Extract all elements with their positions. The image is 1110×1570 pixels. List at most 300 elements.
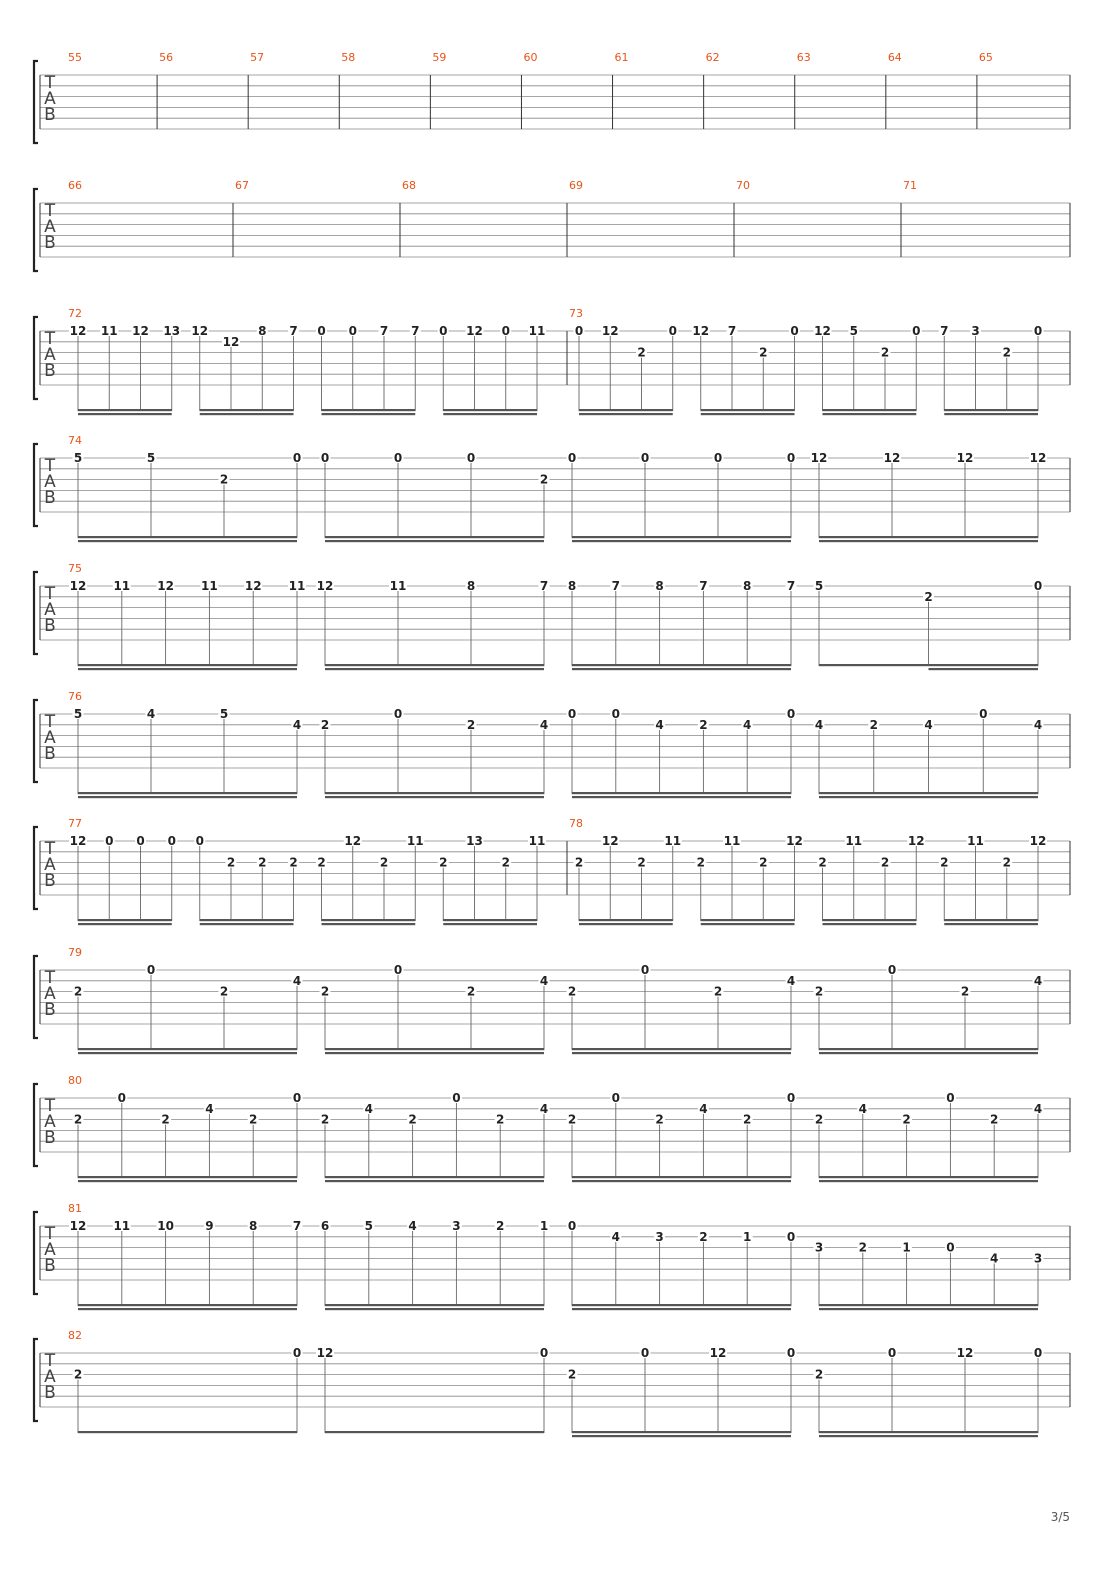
- fret-number: 0: [292, 1091, 302, 1105]
- fret-number: 7: [539, 579, 549, 593]
- fret-number: 12: [601, 324, 619, 338]
- measure-number: 58: [341, 51, 356, 64]
- beam-primary: [944, 409, 1038, 411]
- fret-number: 0: [292, 451, 302, 465]
- tab-clef-letter: A: [44, 1367, 56, 1387]
- measure-number: 75: [68, 562, 82, 575]
- beam-secondary: [929, 668, 1039, 670]
- measure-number: 74: [68, 434, 82, 447]
- tab-clef-letter: A: [44, 1112, 56, 1132]
- beam-secondary: [819, 1180, 1038, 1182]
- fret-number: 12: [1029, 451, 1047, 465]
- fret-number: 4: [1033, 1101, 1043, 1116]
- beam-primary: [819, 536, 1038, 538]
- fret-number: 6: [320, 1219, 330, 1233]
- fret-number: 11: [723, 834, 741, 848]
- fret-number: 4: [1033, 717, 1043, 732]
- measure-number: 62: [705, 51, 720, 64]
- tab-clef-letter: T: [44, 584, 56, 604]
- fret-number: 4: [1033, 973, 1043, 988]
- tab-clef-letter: A: [44, 89, 56, 109]
- fret-number: 2: [858, 1240, 867, 1255]
- fret-number: 2: [73, 984, 83, 999]
- tab-clef-letter: T: [44, 329, 56, 349]
- fret-number: 2: [258, 855, 267, 870]
- fret-number: 3: [814, 1240, 824, 1255]
- tab-clef-letter: B: [44, 233, 56, 253]
- fret-number: 2: [320, 717, 330, 732]
- fret-number: 8: [743, 579, 752, 593]
- beam-secondary: [325, 1052, 544, 1054]
- beam-secondary: [325, 540, 544, 542]
- system-bracket: [34, 956, 38, 1038]
- fret-number: 3: [655, 1229, 664, 1244]
- fret-number: 12: [956, 451, 974, 465]
- fret-number: 2: [439, 855, 448, 870]
- tab-system: [34, 434, 1070, 542]
- fret-number: 7: [292, 1219, 302, 1233]
- fret-number: 5: [814, 579, 824, 593]
- fret-number: 12: [786, 834, 803, 848]
- fret-number: 0: [1033, 579, 1043, 593]
- fret-number: 2: [814, 1112, 824, 1127]
- beam-primary: [823, 409, 917, 411]
- measure-number: 69: [569, 179, 583, 192]
- fret-number: 8: [567, 579, 577, 593]
- fret-number: 0: [668, 324, 677, 338]
- fret-number: 2: [539, 472, 549, 487]
- system-bracket: [34, 1084, 38, 1166]
- measure-number: 77: [68, 817, 82, 830]
- beam-secondary: [78, 923, 172, 925]
- tab-clef-letter: B: [44, 1128, 56, 1148]
- beam-secondary: [443, 413, 537, 415]
- system-bracket: [34, 700, 38, 782]
- fret-number: 4: [539, 1101, 549, 1116]
- fret-number: 12: [244, 579, 262, 593]
- fret-number: 0: [1033, 1346, 1043, 1360]
- fret-number: 5: [219, 707, 229, 721]
- system-bracket: [34, 317, 38, 399]
- tab-clef-letter: A: [44, 217, 56, 237]
- tab-system: [34, 179, 1070, 271]
- fret-number: 12: [222, 334, 240, 349]
- fret-number: 12: [69, 1219, 87, 1233]
- fret-number: 7: [289, 324, 298, 338]
- fret-number: 9: [205, 1219, 214, 1233]
- fret-number: 2: [960, 984, 970, 999]
- beam-secondary: [78, 668, 297, 670]
- fret-number: 0: [117, 1091, 126, 1105]
- fret-number: 0: [393, 707, 403, 721]
- beam-secondary: [78, 540, 297, 542]
- fret-number: 0: [439, 324, 448, 338]
- fret-number: 0: [979, 707, 988, 721]
- beam-primary: [572, 1304, 791, 1306]
- beam-primary: [572, 536, 791, 538]
- measure-number: 65: [978, 51, 993, 64]
- tab-system: [34, 1329, 1070, 1437]
- fret-number: 2: [226, 855, 236, 870]
- beam-secondary: [200, 413, 294, 415]
- tab-system: [34, 1074, 1070, 1182]
- fret-number: 0: [786, 1229, 796, 1244]
- tab-clef-letter: T: [44, 712, 56, 732]
- fret-number: 2: [219, 984, 229, 999]
- fret-number: 2: [1002, 855, 1011, 870]
- fret-number: 0: [640, 1346, 650, 1360]
- measure-number: 78: [569, 817, 583, 830]
- beam-primary: [443, 919, 537, 921]
- fret-number: 13: [466, 834, 483, 848]
- fret-number: 2: [1002, 345, 1011, 360]
- tab-system: [34, 946, 1070, 1054]
- beam-primary: [443, 409, 537, 411]
- beam-secondary: [701, 413, 795, 415]
- beam-primary: [325, 664, 544, 666]
- tab-clef-letter: A: [44, 855, 56, 875]
- fret-number: 13: [163, 324, 181, 338]
- beam-primary: [78, 919, 172, 921]
- fret-number: 0: [786, 1091, 796, 1105]
- beam-secondary: [819, 1052, 1038, 1054]
- measure-number: 67: [235, 179, 249, 192]
- fret-number: 7: [940, 324, 949, 338]
- fret-number: 0: [348, 324, 357, 338]
- beam-secondary: [78, 1052, 297, 1054]
- fret-number: 12: [601, 834, 619, 848]
- fret-number: 0: [790, 324, 799, 338]
- fret-number: 2: [73, 1112, 83, 1127]
- fret-number: 2: [161, 1112, 170, 1127]
- beam-secondary: [325, 668, 544, 670]
- system-bracket: [34, 572, 38, 654]
- fret-number: 0: [501, 324, 510, 338]
- measure-number: 60: [523, 51, 538, 64]
- fret-number: 0: [786, 1346, 796, 1360]
- fret-number: 4: [699, 1101, 708, 1116]
- beam-primary: [572, 1048, 791, 1050]
- beam-secondary: [572, 1052, 791, 1054]
- fret-number: 2: [743, 1112, 752, 1127]
- beam-primary: [78, 1048, 297, 1050]
- fret-number: 0: [146, 963, 156, 977]
- fret-number: 12: [69, 834, 87, 848]
- tab-clef-letter: T: [44, 73, 56, 93]
- fret-number: 0: [946, 1240, 955, 1255]
- fret-number: 8: [655, 579, 664, 593]
- fret-number: 2: [759, 345, 768, 360]
- beam-secondary: [944, 923, 1038, 925]
- beam-secondary: [572, 1435, 791, 1437]
- measure-number: 80: [68, 1074, 82, 1087]
- beam-secondary: [701, 923, 795, 925]
- beam-secondary: [325, 1180, 544, 1182]
- beam-secondary: [823, 413, 917, 415]
- fret-number: 11: [967, 834, 984, 848]
- beam-primary: [78, 1304, 297, 1306]
- tab-system: [34, 1202, 1070, 1310]
- fret-number: 5: [849, 324, 858, 338]
- fret-number: 12: [69, 579, 87, 593]
- beam-primary: [78, 1431, 297, 1433]
- fret-number: 4: [858, 1101, 867, 1116]
- fret-number: 2: [655, 1112, 664, 1127]
- fret-number: 2: [924, 589, 933, 604]
- beam-primary: [78, 1176, 297, 1178]
- beam-primary: [572, 664, 791, 666]
- tab-clef-letter: A: [44, 600, 56, 620]
- tab-system: [34, 51, 1070, 143]
- fret-number: 12: [316, 1346, 334, 1360]
- fret-number: 2: [219, 472, 229, 487]
- beam-primary: [325, 536, 544, 538]
- fret-number: 12: [883, 451, 901, 465]
- fret-number: 2: [574, 855, 584, 870]
- fret-number: 0: [466, 451, 476, 465]
- tab-system: [34, 562, 1070, 670]
- fret-number: 2: [320, 1112, 330, 1127]
- tab-clef-letter: T: [44, 839, 56, 859]
- tab-system: [34, 690, 1070, 798]
- fret-number: 2: [289, 855, 298, 870]
- measure-number: 64: [887, 51, 902, 64]
- fret-number: 2: [869, 717, 878, 732]
- fret-number: 2: [379, 855, 389, 870]
- fret-number: 12: [956, 1346, 974, 1360]
- beam-primary: [325, 1431, 544, 1433]
- tab-clef-letter: B: [44, 1256, 56, 1276]
- fret-number: 4: [146, 707, 156, 721]
- beam-primary: [322, 919, 416, 921]
- beam-primary: [200, 409, 294, 411]
- fret-number: 5: [73, 451, 83, 465]
- fret-number: 0: [195, 834, 204, 848]
- page-number: 3/5: [1050, 1510, 1070, 1524]
- measure-number: 82: [68, 1329, 82, 1342]
- measure-number: 61: [614, 51, 629, 64]
- beam-primary: [572, 1176, 791, 1178]
- system-bracket: [34, 61, 38, 143]
- tab-clef-letter: B: [44, 616, 56, 636]
- fret-number: 12: [132, 324, 149, 338]
- measure-number: 56: [159, 51, 174, 64]
- fret-number: 0: [1033, 324, 1043, 338]
- system-bracket: [34, 1339, 38, 1421]
- fret-number: 1: [743, 1229, 752, 1244]
- fret-number: 4: [655, 717, 664, 732]
- fret-number: 10: [157, 1219, 174, 1233]
- beam-primary: [325, 1304, 544, 1306]
- beam-primary: [819, 1176, 1038, 1178]
- fret-number: 0: [887, 1346, 897, 1360]
- fret-number: 2: [567, 1367, 577, 1382]
- fret-number: 3: [971, 324, 980, 338]
- fret-number: 5: [73, 707, 83, 721]
- measure-number: 70: [736, 179, 750, 192]
- measure-number: 72: [68, 307, 82, 320]
- fret-number: 0: [539, 1346, 549, 1360]
- fret-number: 4: [990, 1251, 999, 1266]
- beam-primary: [819, 1304, 1038, 1306]
- tab-clef-letter: A: [44, 472, 56, 492]
- fret-number: 0: [567, 451, 577, 465]
- beam-primary: [579, 409, 673, 411]
- beam-secondary: [579, 413, 673, 415]
- fret-number: 4: [611, 1229, 620, 1244]
- beam-secondary: [572, 668, 791, 670]
- tab-clef-letter: T: [44, 1351, 56, 1371]
- fret-number: 0: [887, 963, 897, 977]
- fret-number: 0: [167, 834, 176, 848]
- beam-secondary: [78, 796, 297, 798]
- fret-number: 2: [880, 345, 890, 360]
- fret-number: 2: [814, 1367, 824, 1382]
- tab-clef-letter: A: [44, 345, 56, 365]
- fret-number: 2: [713, 984, 723, 999]
- beam-secondary: [823, 923, 917, 925]
- fret-number: 0: [320, 451, 330, 465]
- fret-number: 2: [902, 1112, 911, 1127]
- fret-number: 12: [907, 834, 925, 848]
- tab-clef-letter: B: [44, 1383, 56, 1403]
- tab-clef-letter: T: [44, 456, 56, 476]
- measure-number: 66: [68, 179, 82, 192]
- fret-number: 4: [364, 1101, 373, 1116]
- beam-secondary: [78, 1180, 297, 1182]
- fret-number: 2: [637, 855, 646, 870]
- measure-number: 79: [68, 946, 82, 959]
- fret-number: 8: [466, 579, 476, 593]
- beam-primary: [944, 919, 1038, 921]
- fret-number: 2: [940, 855, 949, 870]
- fret-number: 0: [640, 963, 650, 977]
- beam-secondary: [819, 1308, 1038, 1310]
- fret-number: 2: [496, 1219, 505, 1233]
- fret-number: 0: [567, 707, 577, 721]
- beam-primary: [325, 1176, 544, 1178]
- fret-number: 2: [320, 984, 330, 999]
- beam-primary: [78, 409, 172, 411]
- fret-number: 0: [946, 1091, 955, 1105]
- fret-number: 0: [567, 1219, 577, 1233]
- fret-number: 4: [924, 717, 933, 732]
- fret-number: 2: [699, 1229, 708, 1244]
- system-bracket: [34, 827, 38, 909]
- tab-clef-letter: B: [44, 1000, 56, 1020]
- fret-number: 12: [466, 324, 483, 338]
- beam-secondary: [322, 413, 416, 415]
- fret-number: 11: [528, 324, 546, 338]
- fret-number: 11: [113, 1219, 131, 1233]
- beam-secondary: [572, 796, 791, 798]
- fret-number: 3: [452, 1219, 461, 1233]
- measure-number: 73: [569, 307, 583, 320]
- fret-number: 0: [611, 1091, 620, 1105]
- beam-secondary: [325, 1308, 544, 1310]
- fret-number: 4: [205, 1101, 214, 1116]
- tab-clef-letter: T: [44, 968, 56, 988]
- tab-clef-letter: B: [44, 361, 56, 381]
- fret-number: 2: [73, 1367, 83, 1382]
- fret-number: 11: [845, 834, 863, 848]
- tab-clef-letter: A: [44, 1240, 56, 1260]
- fret-number: 11: [664, 834, 682, 848]
- fret-number: 12: [1029, 834, 1047, 848]
- fret-number: 12: [316, 579, 334, 593]
- beam-primary: [823, 919, 917, 921]
- fret-number: 2: [699, 717, 708, 732]
- fret-number: 4: [292, 717, 302, 732]
- measure-number: 57: [250, 51, 265, 64]
- fret-number: 0: [611, 707, 620, 721]
- fret-number: 0: [393, 451, 403, 465]
- system-bracket: [34, 189, 38, 271]
- beam-primary: [322, 409, 416, 411]
- fret-number: 0: [393, 963, 403, 977]
- system-bracket: [34, 1212, 38, 1294]
- fret-number: 4: [786, 973, 796, 988]
- fret-number: 7: [379, 324, 389, 338]
- fret-number: 11: [100, 324, 118, 338]
- tab-clef-letter: B: [44, 871, 56, 891]
- fret-number: 12: [692, 324, 710, 338]
- fret-number: 0: [317, 324, 326, 338]
- fret-number: 0: [786, 451, 796, 465]
- tab-clef-letter: B: [44, 105, 56, 125]
- tab-clef-letter: T: [44, 1096, 56, 1116]
- beam-secondary: [78, 1308, 297, 1310]
- fret-number: 7: [786, 579, 796, 593]
- beam-primary: [325, 1048, 544, 1050]
- fret-number: 2: [759, 855, 768, 870]
- beam-primary: [78, 664, 297, 666]
- fret-number: 3: [1033, 1251, 1043, 1266]
- tab-clef-letter: T: [44, 1224, 56, 1244]
- tab-clef-letter: A: [44, 728, 56, 748]
- beam-secondary: [944, 413, 1038, 415]
- fret-number: 12: [814, 324, 831, 338]
- beam-primary: [701, 409, 795, 411]
- tab-clef-letter: T: [44, 201, 56, 221]
- fret-number: 1: [539, 1219, 549, 1233]
- beam-secondary: [443, 923, 537, 925]
- fret-number: 12: [344, 834, 362, 848]
- fret-number: 11: [113, 579, 131, 593]
- beam-secondary: [325, 796, 544, 798]
- fret-number: 11: [528, 834, 546, 848]
- beam-primary: [78, 792, 297, 794]
- fret-number: 2: [466, 717, 476, 732]
- fret-number: 0: [713, 451, 723, 465]
- beam-primary: [819, 792, 1038, 794]
- fret-number: 2: [880, 855, 890, 870]
- fret-number: 12: [810, 451, 828, 465]
- tab-clef-letter: B: [44, 488, 56, 508]
- fret-number: 0: [786, 707, 796, 721]
- beam-primary: [579, 919, 673, 921]
- beam-primary: [572, 1431, 791, 1433]
- beam-primary: [572, 792, 791, 794]
- measure-number: 59: [432, 51, 447, 64]
- fret-number: 4: [408, 1219, 417, 1233]
- tab-clef-letter: A: [44, 984, 56, 1004]
- beam-primary: [819, 664, 1038, 666]
- tab-clef-letter: B: [44, 744, 56, 764]
- fret-number: 11: [201, 579, 218, 593]
- fret-number: 11: [288, 579, 306, 593]
- fret-number: 2: [637, 345, 646, 360]
